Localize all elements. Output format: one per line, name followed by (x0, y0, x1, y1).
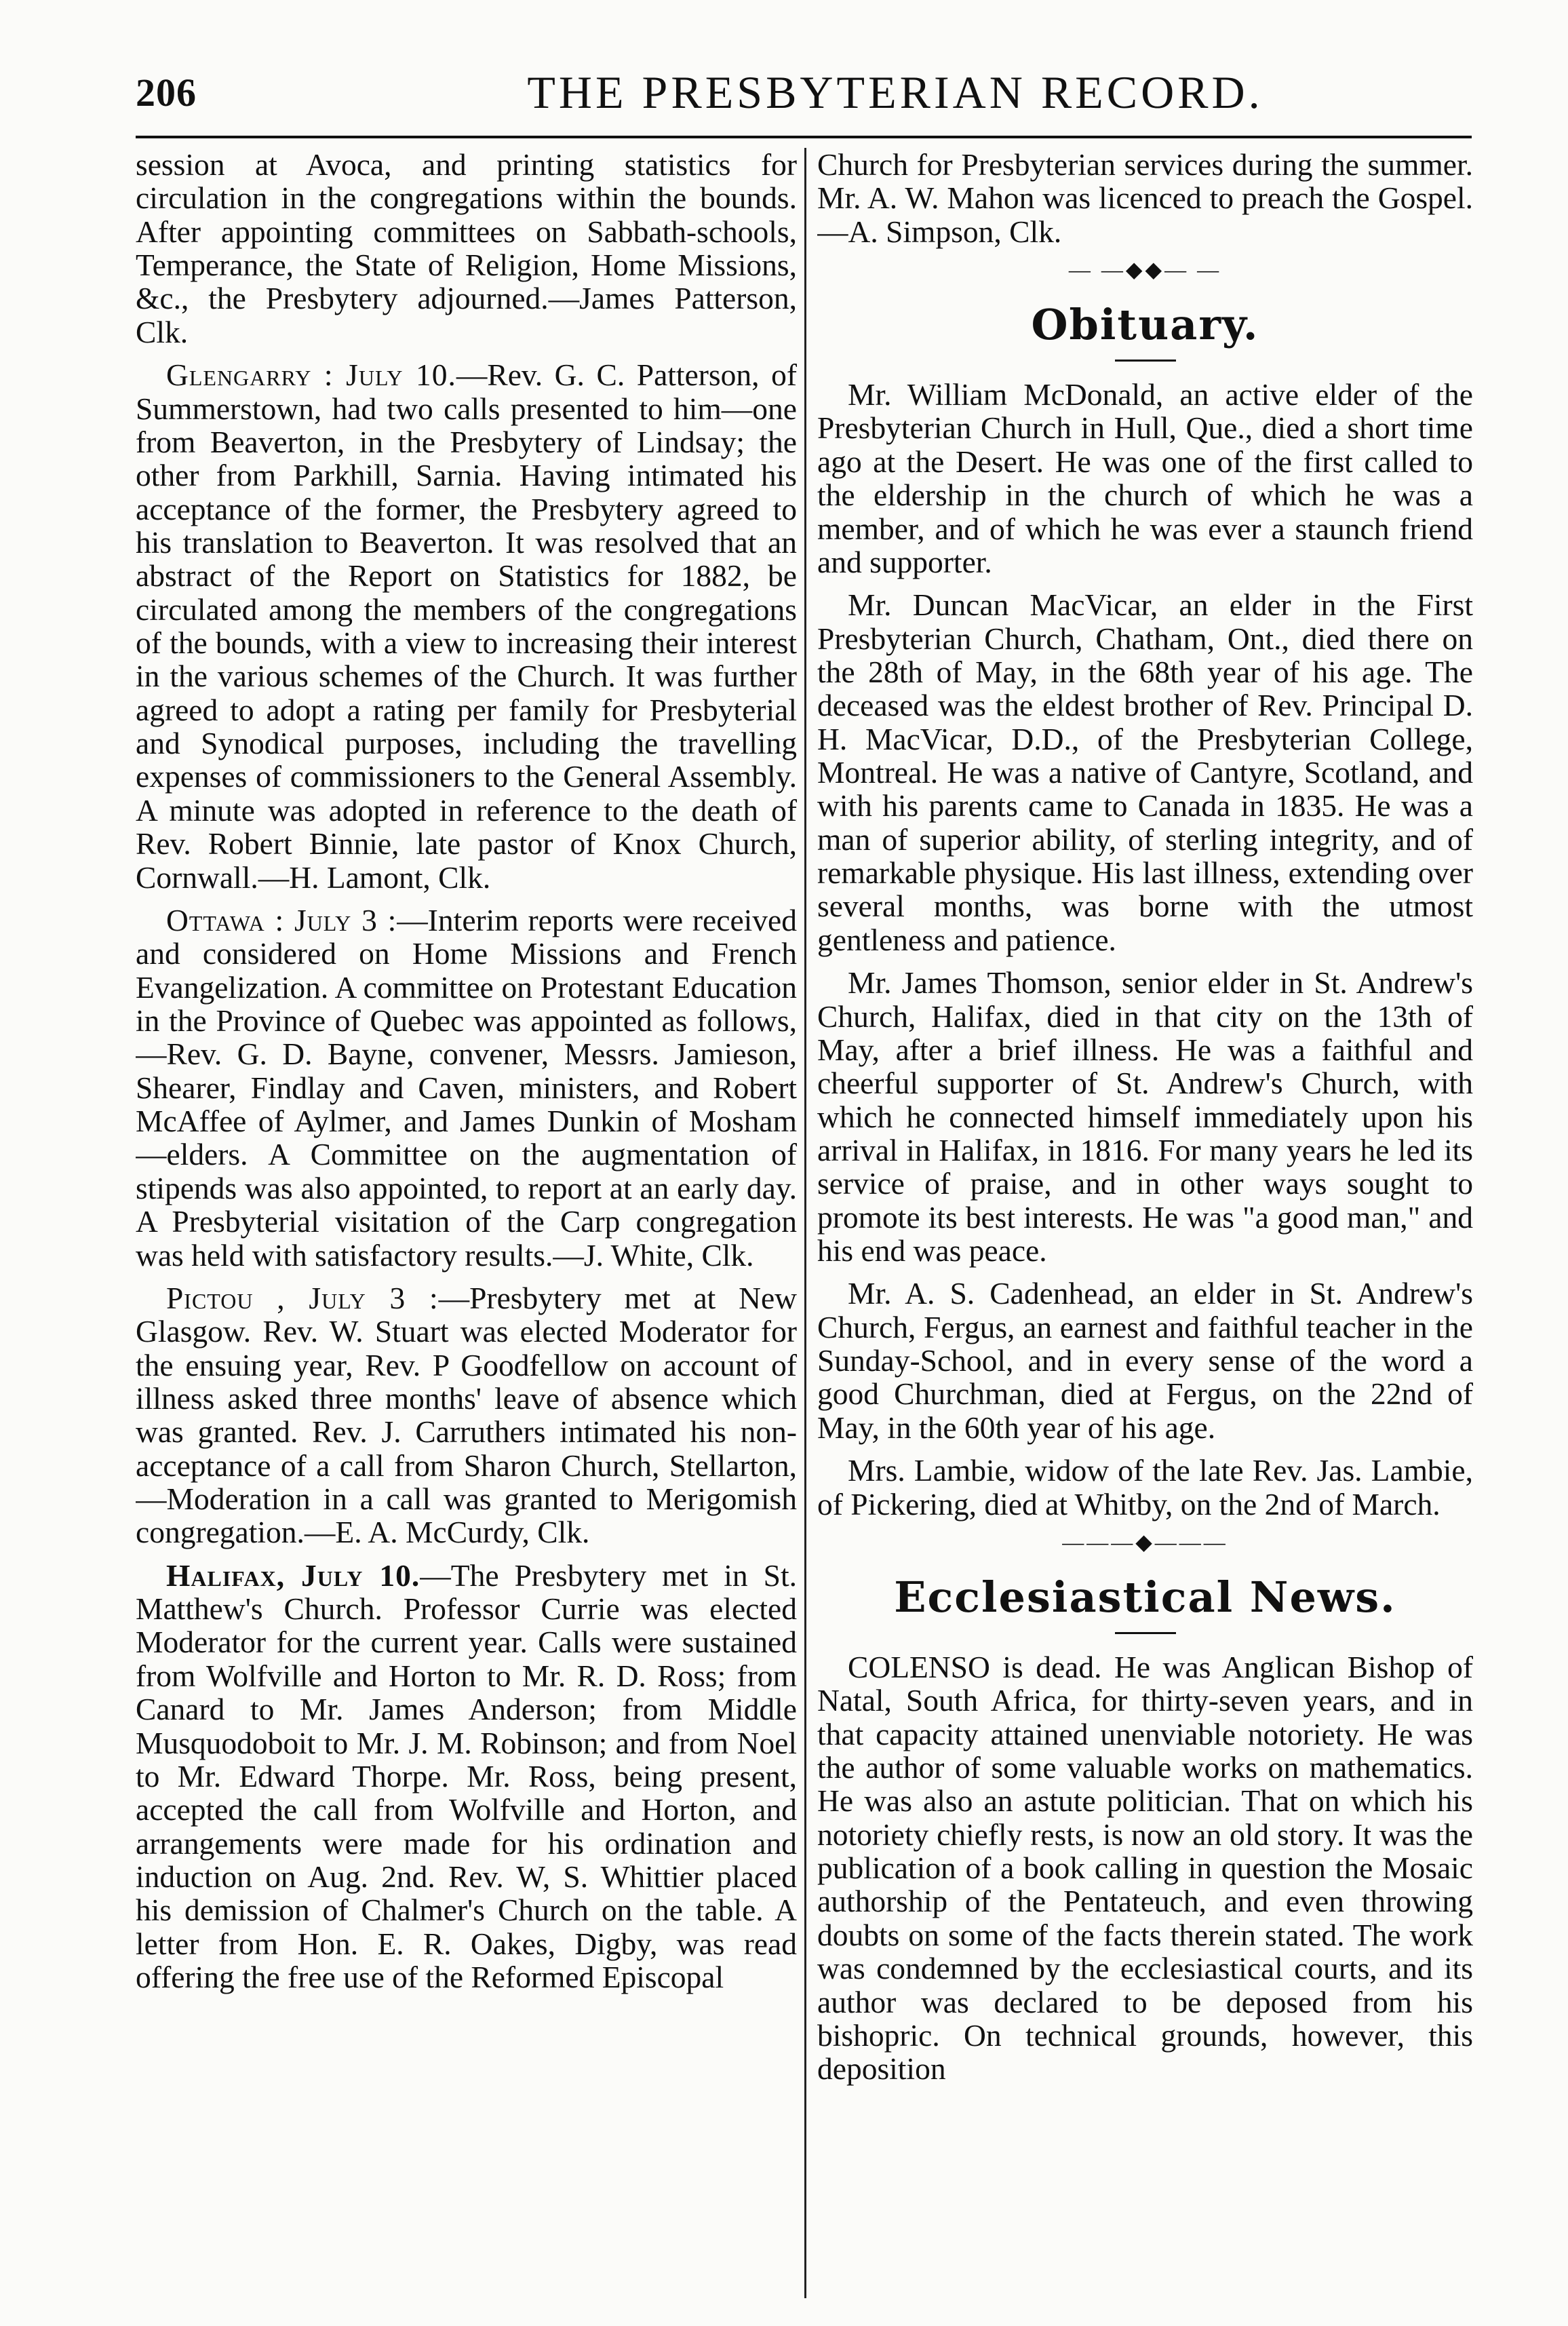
heading-rule (1115, 1632, 1176, 1634)
obituary-entry: Mr. James Thomson, senior elder in St. Andrew's Church, Halifax, died in that city on the 13th of May, after a brief illness. He was a faithful and cheerful supporter of St. Andrew's Church, with which he connected himself immediately upon his arrival in Halifax, in 1816. For many years he led its service of praise, and in other ways sought to promote its best interests. He was "a good man," and his end was peace. (817, 965, 1473, 1268)
paragraph-pictou (136, 1281, 797, 1549)
obituary-heading: Obituary. (1031, 299, 1259, 349)
journal-title: THE PRESBYTERIAN RECORD. (527, 66, 1263, 118)
paragraph-ottawa (136, 904, 797, 1272)
section-ornament: ———◆——— (1062, 1529, 1228, 1554)
heading-rule (1115, 360, 1176, 362)
report-lead: Pictou , July 3 : (166, 1280, 439, 1315)
obituary-entry: Mrs. Lambie, widow of the late Rev. Jas. Lambie, of Pickering, died at Whitby, on the 2nd of March. (817, 1453, 1473, 1521)
paragraph-continued: Church for Presbyterian services during the summer. Mr. A. W. Mahon was licenced to preach the Gospel.—A. Simpson, Clk. (817, 148, 1473, 249)
news-paragraph: COLENSO is dead. He was Anglican Bishop of Natal, South Africa, for thirty-seven years, and in that capacity attained unenviable notoriety. He was the author of some valuable works on mathematics. He was also an astute politician. That on which his notoriety chiefly rests, is now an old story. It was the publication of a book calling in question the Mosaic authorship of the Pentateuch, and even throwing doubts on some of the facts therein stated. The work was condemned by the ecclesiastical courts, and its author was declared to be deposed from his bishopric. On technical grounds, however, this deposition (817, 1649, 1473, 2087)
right-column (817, 148, 1473, 2298)
report-lead: Glengarry : July 10. (166, 357, 456, 393)
left-column (136, 148, 797, 2298)
obituary-entry: Mr. Duncan MacVicar, an elder in the First Presbyterian Church, Chatham, Ont., died there on the 28th of May, in the 68th year of his age. The deceased was the eldest brother of Rev. Principal D. H. MacVicar, D.D., of the Presbyterian College, Montreal. He was a native of Cantyre, Scotland, and with his parents came to Canada in 1835. He was a man of superior ability, of sterling integrity, and of remarkable physique. His last illness, extending over several months, was borne with the utmost gentleness and patience. (817, 587, 1473, 957)
paragraph-avoca: session at Avoca, and printing statistics for circulation in the congregations within the bounds. After appointing committees on Sabbath-schools, Temperance, the State of Religion, Home Missions, &c., the Presbytery adjourned.—James Patterson, Clk. (136, 148, 797, 349)
report-body: —The Presbytery met in St. Matthew's Church. Professor Currie was elected Moderator for the current year. Calls were sustained from Wolfville and Horton to Mr. R. D. Ross; from Canard to Mr. James Anderson; from Middle Musquodoboit to Mr. J. M. Robinson; and from Noel to Mr. Edward Thorpe. Mr. Ross, being present, accepted the call from Wolfville and Horton, and arrangements were made for his ordination and induction on Aug. 2nd. Rev. W, S. Whittier placed his demission of Chalmer's Church on the table. A letter from Hon. E. R. Oakes, Digby, was read offering the free use of the Reformed Episcopal (136, 1557, 797, 1995)
page-number: 206 (136, 71, 197, 115)
obituary-entry: Mr. A. S. Cadenhead, an elder in St. Andrew's Church, Fergus, an earnest and faithful teacher in the Sunday-School, and in every sense of the word a good Churchman, died at Fergus, on the 22nd of May, in the 60th year of his age. (817, 1276, 1473, 1445)
page-header (136, 58, 1472, 132)
news-heading: Ecclesiastical News. (894, 1572, 1396, 1622)
section-ornament: — —◆◆— — (1068, 257, 1222, 282)
column-divider (804, 148, 806, 2298)
report-lead: Halifax, July 10. (166, 1557, 420, 1593)
header-rule (136, 136, 1472, 138)
report-body: —Rev. G. C. Patterson, of Summerstown, had two calls presented to him—one from Beaverton, in the Presbytery of Lindsay; the other from Parkhill, Sarnia. Having intimated his acceptance of the former, the Presbytery agreed to his translation to Beaverton. It was resolved that an abstract of the Report on Statistics for 1882, be circulated among the members of the congregations of the bounds, with a view to increasing their interest in the various schemes of the Church. It was further agreed to adopt a rating per family for Presbyterial and Synodical purposes, including the travelling expenses of commissioners to the General Assembly. A minute was adopted in reference to the death of Rev. Robert Binnie, late pastor of Knox Church, Cornwall.—H. Lamont, Clk. (136, 357, 797, 895)
report-lead: Ottawa : July 3 : (166, 902, 397, 937)
report-body: —Presbytery met at New Glasgow. Rev. W. Stuart was elected Moderator for the ensuing year, Rev. P Goodfellow on account of illness asked three months' leave of absence which was granted. Rev. J. Carruthers intimated his non-acceptance of a call from Sharon Church, Stellarton,—Moderation in a call was granted to Merigomish congregation.—E. A. McCurdy, Clk. (136, 1280, 797, 1550)
obituary-entry: Mr. William McDonald, an active elder of the Presbyterian Church in Hull, Que., died a short time ago at the Desert. He was one of the first called to the eldership in the church of which he was a member, and of which he was ever a staunch friend and supporter. (817, 377, 1473, 579)
paragraph-halifax (136, 1559, 797, 1994)
report-body: —Interim reports were received and considered on Home Missions and French Evangelization. A committee on Protestant Education in the Province of Quebec was appointed as follows,—Rev. G. D. Bayne, convener, Messrs. Jamieson, Shearer, Findlay and Caven, ministers, and Robert McAffee of Aylmer, and James Dunkin of Mosham—elders. A Committee on the augmentation of stipends was also appointed, to report at an early day. A Presbyterial visitation of the Carp congregation was held with satisfactory results.—J. White, Clk. (136, 902, 797, 1273)
paragraph-glengarry (136, 358, 797, 894)
